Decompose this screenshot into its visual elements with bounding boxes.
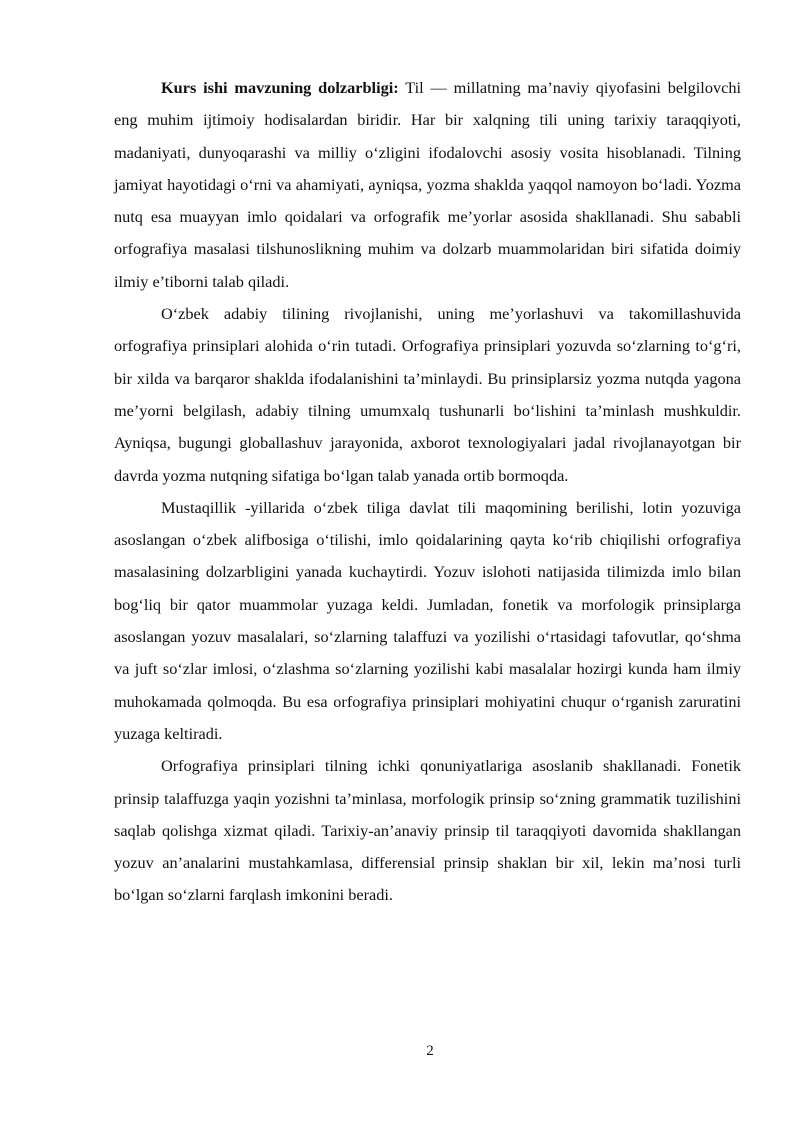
- paragraph-relevance: [114, 72, 741, 298]
- section-heading: Kurs ishi mavzuning dolzarbligi:: [161, 78, 399, 97]
- paragraph-independence-years: Mustaqillik -yillarida o‘zbek tiliga davlat tili maqomining berilishi, lotin yozuviga asoslangan o‘zbek alifbosiga o‘tilishi, imlo qoidalarining qayta ko‘rib chiqilishi orfografiya masalasining dolzarbligini yanada kuchaytirdi. Yozuv islohoti natijasida tilimizda imlo bilan bog‘liq bir qator muammolar yuzaga keldi. Jumladan, fonetik va morfologik prinsiplarga asoslangan yozuv masalalari, so‘zlarning talaffuzi va yozilishi o‘rtasidagi tafovutlar, qo‘shma va juft so‘zlar imlosi, o‘zlashma so‘zlarning yozilishi kabi masalalar hozirgi kunda ham ilmiy muhokamada qolmoqda. Bu esa orfografiya prinsiplari mohiyatini chuqur o‘rganish zaruratini yuzaga keltiradi.: [114, 497, 741, 743]
- paragraph-principle-types: Orfografiya prinsiplari tilning ichki qonuniyatlariga asoslanib shakllanadi. Fonetik prinsip talaffuzga yaqin yozishni ta’minlasa, morfologik prinsip so‘zning grammatik tuzilishini saqlab qolishga xizmat qiladi. Tarixiy-an’anaviy prinsip til taraqqiyoti davomida shakllangan yozuv an’analarini mustahkamlasa, differensial prinsip shaklan bir xil, lekin ma’nosi turli bo‘lgan so‘zlarni farqlash imkonini beradi.: [114, 756, 741, 905]
- paragraph-text: Til — millatning ma’naviy qiyofasini belgilovchi eng muhim ijtimoiy hodisalardan biridir. Har bir xalqning tili uning tarixiy taraqqiyoti, madaniyati, dunyoqarashi va milliy o‘zligini ifodalovchi asosiy vosita hisoblanadi. Tilning jamiyat hayotidagi o‘rni va ahamiyati, ayniqsa, yozma shaklda yaqqol namoyon bo‘ladi. Yozma nutq esa muayyan imlo qoidalari va orfografik me’yorlar asosida shakllanadi. Shu sababli orfografiya masalasi tilshunoslikning muhim va dolzarb muammolaridan biri sifatida doimiy ilmiy e’tiborni talab qiladi.: [114, 78, 741, 291]
- page-number: 2: [426, 1043, 434, 1059]
- paragraph-orthography-principles: O‘zbek adabiy tilining rivojlanishi, uning me’yorlashuvi va takomillashuvida orfografiya prinsiplari alohida o‘rin tutadi. Orfografiya prinsiplari yozuvda so‘zlarning to‘g‘ri, bir xilda va barqaror shaklda ifodalanishini ta’minlaydi. Bu prinsiplarsiz yozma nutqda yagona me’yorni belgilash, adabiy tilning umumxalq tushunarli bo‘lishini ta’minlash mushkuldir. Ayniqsa, bugungi globallashuv jarayonida, axborot texnologiyalari jadal rivojlanayotgan bir davrda yozma nutqning sifatiga bo‘lgan talab yanada ortib bormoqda.: [114, 304, 741, 485]
- document-body: [114, 72, 741, 912]
